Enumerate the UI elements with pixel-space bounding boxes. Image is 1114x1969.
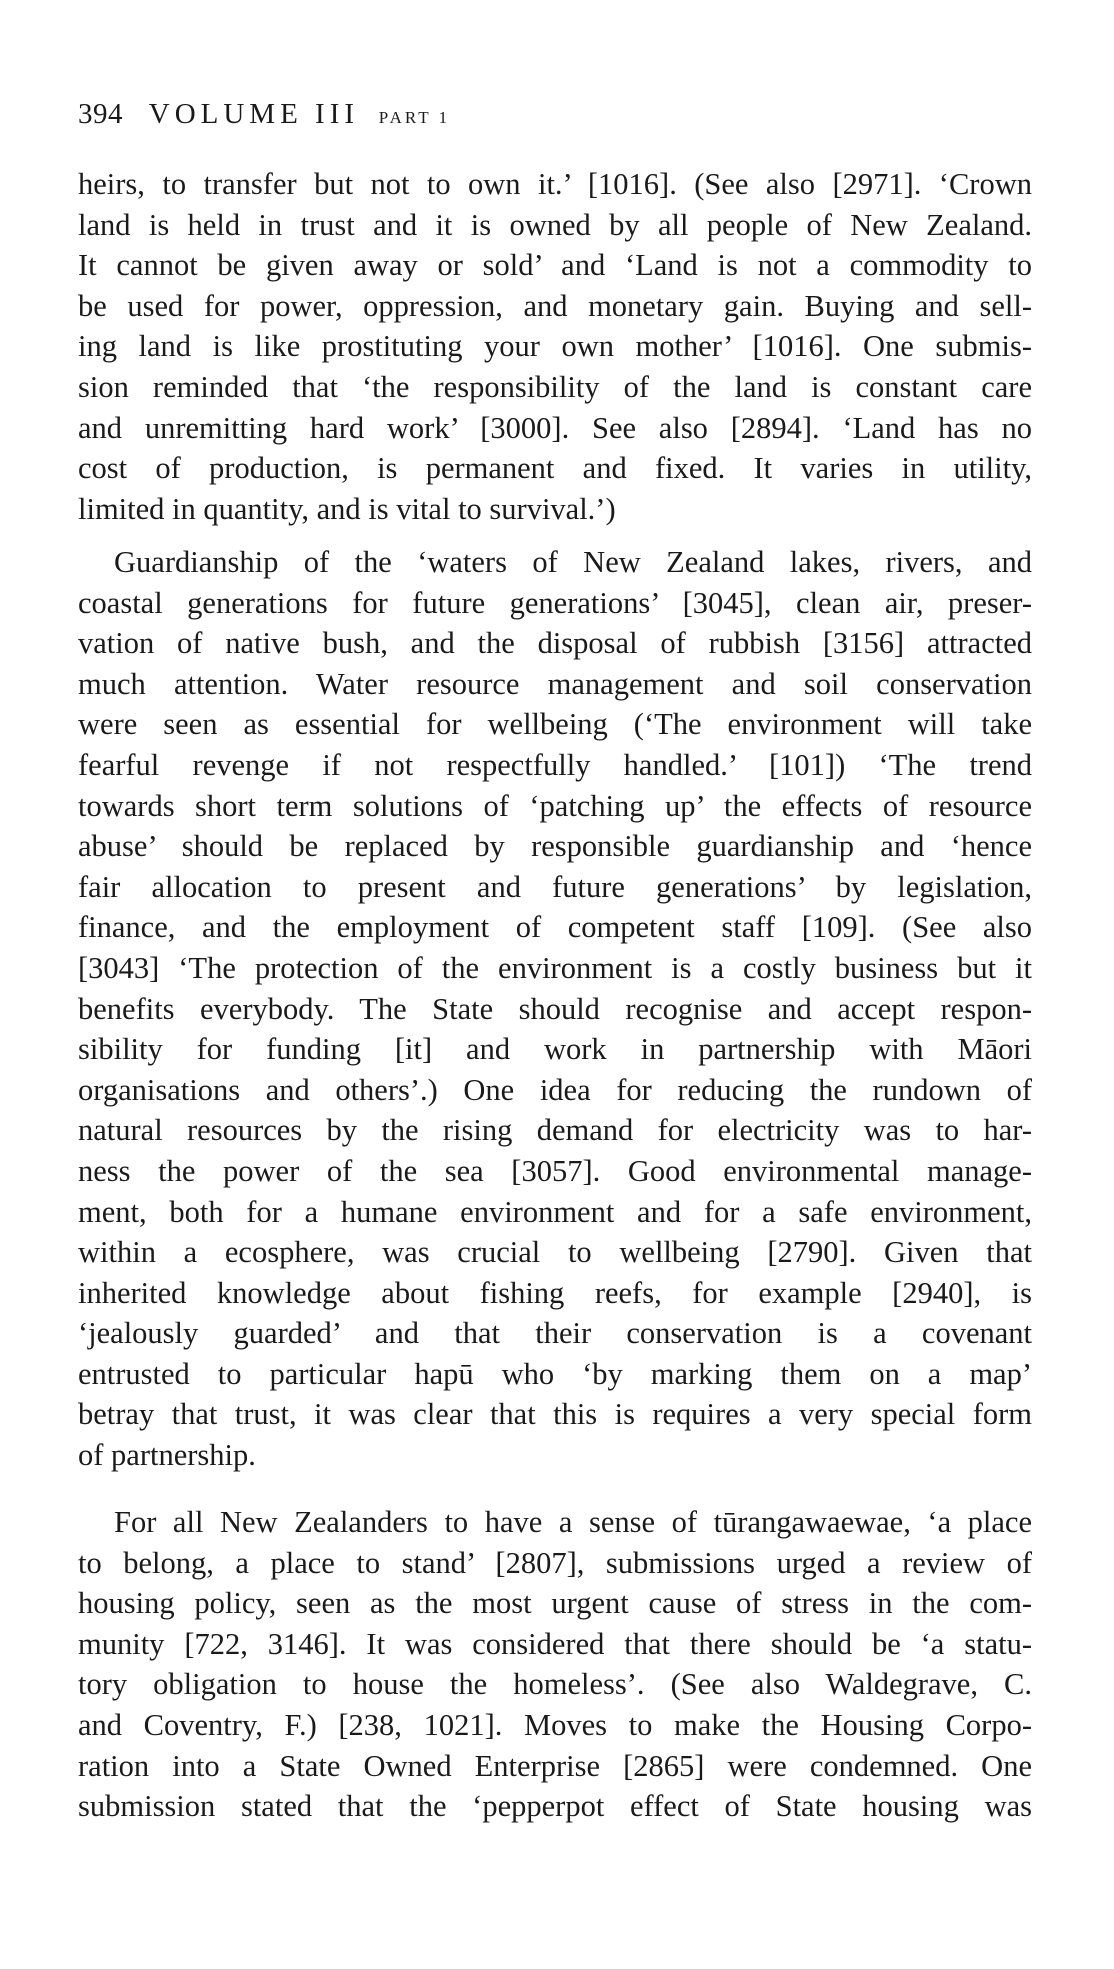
text-line: much attention. Water resource management and soil conservation: [78, 666, 1032, 701]
paragraph-guardianship: [78, 542, 1032, 1476]
text-line: finance, and the employment of competent staff [109]. (See also: [78, 910, 1032, 945]
text-line: sion reminded that ‘the responsibility of the land is constant care: [78, 369, 1032, 404]
text-line: within a ecosphere, was crucial to wellbeing [2790]. Given that: [78, 1235, 1032, 1270]
text-line: be used for power, oppression, and monetary gain. Buying and sell-: [78, 288, 1032, 323]
text-line: It cannot be given away or sold’ and ‘Land is not a commodity to: [78, 248, 1032, 283]
volume-label: VOLUME III: [148, 98, 360, 130]
text-line: tory obligation to house the homeless’. (See also Waldegrave, C.: [78, 1667, 1032, 1702]
text-line: [3043] ‘The protection of the environment is a costly business but it: [78, 950, 1032, 985]
text-line: fearful revenge if not respectfully handled.’ [101]) ‘The trend: [78, 747, 1032, 782]
text-line: sibility for funding [it] and work in partnership with Māori: [78, 1032, 1032, 1067]
text-line: Guardianship of the ‘waters of New Zealand lakes, rivers, and: [114, 545, 1032, 579]
text-line: towards short term solutions of ‘patching up’ the effects of resource: [78, 788, 1032, 823]
page-number: 394: [78, 98, 123, 130]
text-line: limited in quantity, and is vital to survival.’): [78, 491, 616, 526]
text-line: betray that trust, it was clear that this is requires a very special form: [78, 1397, 1032, 1432]
text-line: organisations and others’.) One idea for reducing the rundown of: [78, 1072, 1032, 1107]
text-line: inherited knowledge about fishing reefs, for example [2940], is: [78, 1275, 1032, 1310]
text-line: munity [722, 3146]. It was considered that there should be ‘a statu-: [78, 1626, 1032, 1661]
text-line: ‘jealously guarded’ and that their conservation is a covenant: [78, 1316, 1032, 1351]
part-label: PART 1: [378, 108, 451, 127]
paragraph-land-trust: [78, 164, 1032, 529]
text-line: land is held in trust and it is owned by all people of New Zealand.: [78, 207, 1032, 242]
paragraph-housing: [78, 1502, 1032, 1827]
text-line: ration into a State Owned Enterprise [2865] were condemned. One: [78, 1748, 1032, 1783]
text-line: and Coventry, F.) [238, 1021]. Moves to make the Housing Corpo-: [78, 1707, 1032, 1742]
text-line: and unremitting hard work’ [3000]. See also [2894]. ‘Land has no: [78, 410, 1032, 445]
text-line: ing land is like prostituting your own mother’ [1016]. One submis-: [78, 329, 1032, 364]
text-line: heirs, to transfer but not to own it.’ [1016]. (See also [2971]. ‘Crown: [78, 167, 1032, 201]
text-line: benefits everybody. The State should recognise and accept respon-: [78, 991, 1032, 1026]
text-line: natural resources by the rising demand for electricity was to har-: [78, 1113, 1032, 1148]
text-line: entrusted to particular hapū who ‘by marking them on a map’: [78, 1356, 1032, 1391]
text-line: to belong, a place to stand’ [2807], submissions urged a review of: [78, 1545, 1032, 1580]
text-line: vation of native bush, and the disposal of rubbish [3156] attracted: [78, 626, 1032, 661]
text-line: housing policy, seen as the most urgent cause of stress in the com-: [78, 1586, 1032, 1621]
text-line: For all New Zealanders to have a sense of tūrangawaewae, ‘a place: [114, 1505, 1032, 1539]
text-line: abuse’ should be replaced by responsible guardianship and ‘hence: [78, 829, 1032, 864]
text-line: cost of production, is permanent and fixed. It varies in utility,: [78, 451, 1032, 486]
text-line: fair allocation to present and future generations’ by legislation,: [78, 869, 1032, 904]
text-line: of partnership.: [78, 1438, 256, 1473]
text-line: coastal generations for future generations’ [3045], clean air, preser-: [78, 585, 1032, 620]
running-head: [78, 96, 450, 136]
text-line: submission stated that the ‘pepperpot effect of State housing was: [78, 1789, 1032, 1824]
text-line: ness the power of the sea [3057]. Good environmental manage-: [78, 1153, 1032, 1188]
text-line: were seen as essential for wellbeing (‘The environment will take: [78, 707, 1032, 742]
text-line: ment, both for a humane environment and for a safe environment,: [78, 1194, 1032, 1229]
